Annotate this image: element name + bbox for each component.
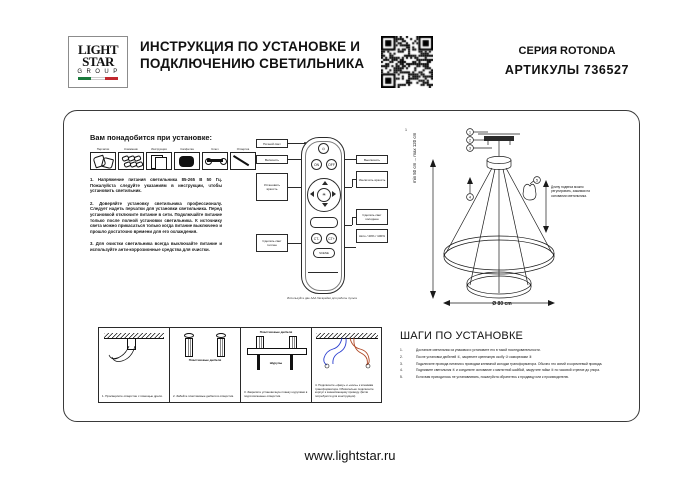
screwdriver-icon: [230, 152, 256, 170]
chevron-right-icon: [332, 191, 336, 197]
tool-gloves: [90, 147, 116, 170]
series-label: СЕРИЯ ROTONDA: [518, 45, 616, 57]
requirement-paragraph-3: 3. Для очистки светильника всегда выключайте питание и используйте анти-коррозионные средства для очистки.: [90, 241, 222, 252]
lamp-adjust-note: Длину подвеса можно регулировать, зажимая на основании светильника.: [551, 185, 590, 198]
install-card-sub2: Шурупы: [269, 361, 283, 365]
leader-line: [288, 243, 302, 244]
install-card-caption: 3. Закрепите установочную планку шурупами в подготовленные отверстия.: [244, 390, 308, 399]
remote-label-cooler: Сделать свет холоднее: [356, 209, 388, 225]
remote-label-brighter: Увеличить яркость: [356, 171, 388, 188]
logo-line-1: LIGHT: [77, 42, 119, 57]
step-item: [400, 355, 630, 359]
install-card-caption: 2. Забейте пластиковые дюбеля в отверстия.: [173, 394, 235, 399]
remote-ct-minus-button[interactable]: CT-: [311, 233, 322, 244]
install-card-sub: Пластиковые дюбеля: [188, 358, 222, 362]
remote-label-auto-modes: Авто / 40% / 100%: [356, 229, 388, 243]
chevron-down-icon: [322, 203, 328, 207]
logo-line-3: G R O U P: [77, 69, 119, 75]
tool-wrench: [202, 147, 228, 170]
chevron-left-icon: [310, 191, 314, 197]
remote-caption: Используйте две ААА батарейки для работы пульта: [287, 296, 357, 300]
installation-cards: [98, 327, 388, 403]
page-title: ИНСТРУКЦИЯ ПО УСТАНОВКЕ И ПОДКЛЮЧЕНИЮ СВЕТИЛЬНИКА: [140, 39, 365, 71]
footer-url[interactable]: www.lightstar.ru: [304, 448, 396, 463]
svg-text:1: 1: [468, 129, 472, 135]
install-card-sub: Пластиковые дюбеля: [259, 330, 293, 334]
tool-cloth: [174, 147, 200, 170]
svg-text:2: 2: [468, 137, 472, 143]
requirements-title: Вам понадобится при установке:: [90, 133, 212, 142]
tool-label: Инструкция: [151, 147, 167, 151]
remote-battery-cover: [308, 272, 338, 291]
manual-icon: [146, 152, 172, 170]
step-item: [400, 368, 630, 372]
chevron-up-icon: [322, 181, 328, 185]
svg-text:3: 3: [468, 145, 472, 151]
drill-ceiling-icon: [99, 328, 169, 372]
remote-control-diagram: [256, 133, 388, 308]
install-card-4: [311, 327, 382, 403]
lamp-dimension-diagram: [400, 125, 600, 310]
gloves-icon: [90, 152, 116, 170]
remote-label-warmer: Сделать свет теплее: [256, 234, 288, 252]
wall-plug-icon: [170, 328, 240, 372]
remote-display-pill: [310, 217, 338, 228]
step-text: Достаньте светильник из упаковки и установите его в такой последовательности.: [416, 348, 541, 352]
install-card-caption: 4. Подключите «фазу» и «ноль» к клеммам трансформатора. Обязательно подключите корпус к заземляющему проводу. (Если потребуется для конструкции): [315, 382, 374, 399]
lamp-height-label: min 50 cm ... max 120 cm: [412, 132, 417, 183]
installation-steps: [400, 330, 630, 382]
tool-label: Перчатки: [96, 147, 110, 151]
step-text: Подключите провода питания к проводам клеммной колодки трансформатора. Обычно это синий и коричневый провода.: [416, 361, 603, 366]
step-number: 5.: [400, 375, 403, 380]
italian-flag-icon: [78, 77, 118, 80]
tools-row: [90, 147, 258, 170]
leader-line: [352, 179, 356, 180]
remote-center-button[interactable]: ☀: [317, 188, 331, 202]
remote-ct-plus-button[interactable]: CT+: [326, 233, 337, 244]
remote-off-button[interactable]: OFF: [326, 159, 337, 170]
step-number: 2.: [400, 354, 403, 359]
requirements-block: [90, 133, 250, 253]
step-item: [400, 348, 630, 352]
install-card-3: [240, 327, 311, 403]
remote-on-button[interactable]: ON: [311, 159, 322, 170]
step-text: Поднимите светильник ④ и соедините основание с магнитной шайбой, закрутите гайки ⑤ по часовой стрелке до упора.: [416, 368, 600, 373]
tool-terminal: [118, 147, 144, 170]
install-card-2: [169, 327, 240, 403]
logo-line-2: STAR: [82, 54, 114, 69]
lamp-svg: [400, 125, 600, 310]
install-card-1: [98, 327, 169, 403]
tool-screwdriver: [230, 147, 256, 170]
step-text: После установки дюбелей ①, закрепите крепежную скобу ② саморезами ③: [416, 354, 532, 359]
remote-power-button[interactable]: ⏻: [318, 143, 329, 154]
wiring-icon: [312, 328, 381, 372]
install-card-caption: 1. Просверлите отверстие с помощью дрели.: [102, 394, 163, 399]
brand-logo: [68, 36, 128, 88]
remote-label-off: Выключить: [356, 155, 388, 164]
requirement-paragraph-2: 2. Доверяйте установку светильника профессионалу. Следует надеть перчатки для установки светильника. Перед установкой отключите питание в сети. Подключайте питание только после полной установки светильника. К источнику света можно прикасаться только когда питание выключено и прошло достаточно времени для его охлаждения.: [90, 200, 222, 234]
wrench-icon: [202, 152, 228, 170]
leader-line: [352, 217, 353, 225]
cloth-icon: [174, 152, 200, 170]
leader-line: [352, 179, 353, 187]
page-header: [0, 0, 700, 100]
article-label: АРТИКУЛЫ 736527: [504, 63, 630, 77]
lamp-diameter-label: Ø 80 cm: [492, 301, 512, 307]
steps-title: ШАГИ ПО УСТАНОВКЕ: [400, 330, 524, 342]
svg-text:5: 5: [535, 177, 539, 183]
step-number: 4.: [400, 368, 403, 373]
remote-label-set-brightness: Установить яркость: [256, 173, 288, 201]
leader-line: [352, 217, 356, 218]
requirement-paragraph-1: 1. Напряжение питания светильника 85-265 В 50 Гц. Пожалуйста следуйте указаниям в инструкции, чтобы установить светильник.: [90, 177, 222, 194]
step-number: 1.: [400, 348, 403, 352]
svg-text:4: 4: [468, 194, 472, 200]
tool-label: Клеммник: [124, 147, 138, 151]
step-number: 3.: [400, 361, 403, 366]
remote-label-night-light: Ночной свет: [256, 139, 288, 148]
remote-body: [301, 137, 345, 294]
remote-label-on: Включить: [256, 155, 288, 164]
tool-label: Ключ: [211, 147, 219, 151]
tool-label: Отвертка: [236, 147, 250, 151]
step-item: [400, 375, 630, 379]
remote-scene-button[interactable]: SCENE: [313, 248, 335, 258]
mounting-bar-icon: [241, 328, 311, 372]
qr-code-icon: [381, 36, 433, 88]
wire-paths-icon: [312, 338, 383, 372]
terminal-block-icon: [118, 152, 144, 170]
tool-manual: [146, 147, 172, 170]
remote-dpad[interactable]: [307, 178, 339, 210]
leader-line: [288, 143, 305, 144]
svg-text:1: 1: [405, 128, 407, 132]
drill-body-icon: [99, 346, 170, 376]
step-text: Если вам приходилось не устанавливать, пожалуйста обратитесь к продавцу или к производителю.: [416, 375, 569, 380]
step-item: [400, 362, 630, 366]
tool-label: Салфетка: [180, 147, 194, 151]
